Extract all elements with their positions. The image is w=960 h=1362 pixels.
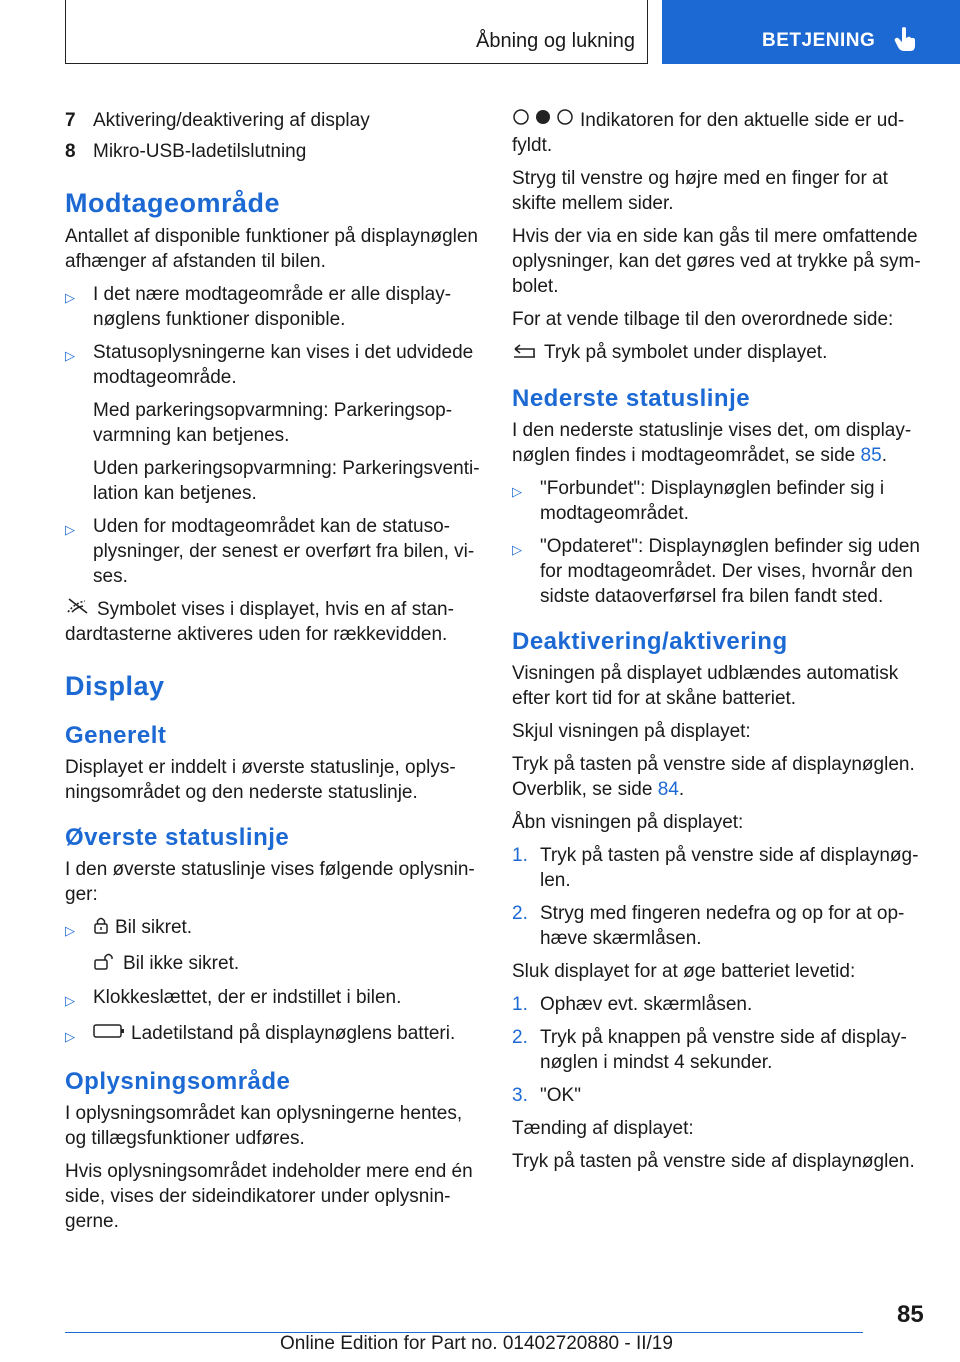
ordered-item [512,1025,932,1075]
deact-text-7: Tryk på tasten på venstre side af displaynøglen. [512,1150,915,1172]
ordered-number: 1. [512,844,528,866]
triangle-bullet-icon: ▷ [65,522,75,537]
back-arrow-icon [512,341,538,366]
hand-pointer-icon [894,26,918,57]
bullet-item [65,985,480,1013]
info-text-1: I oplysningsområdet kan oplysningerne hentes, og tillægsfunktioner udføres. [65,1102,463,1149]
bullet-item [65,1021,480,1049]
ordered-number: 3. [512,1084,528,1106]
triangle-bullet-icon: ▷ [65,992,75,1008]
section-title: Åbning og lukning [475,30,635,52]
bottom-text: I den nederste statuslinje vises det, om display-nøglen findes i modtageområdet, se side [512,419,912,466]
ordered-text: Tryk på knappen på venstre side af display-nøglen i mindst 4 sekunder. [540,1026,907,1073]
deact-text-3b: . [678,778,685,800]
no-signal-icon [65,597,91,622]
item-text: Aktivering/deaktivering af display [93,110,370,131]
bullet-text: Ladetilstand på displaynøglens batteri. [131,1022,456,1044]
bullet-text: Klokkeslættet, der er indstillet i bilen. [93,986,402,1008]
symbol-note [65,597,480,647]
list-item [65,108,480,133]
symbol-note-text: Symbolet vises i displayet, hvis en af stan-dardtasterne aktiveres uden for rækkevidden. [65,599,454,646]
general-text: Displayet er inddelt i øverste statuslinje, oplys-ningsområdet og den nederste statuslinje. [65,757,456,804]
ordered-text: Ophæv evt. skærmlåsen. [540,993,753,1015]
bullet-item [512,534,932,609]
heading-general: Generelt [65,722,167,750]
back-symbol-text: Tryk på symbolet under displayet. [544,342,828,364]
heading-display: Display [65,671,165,702]
triangle-bullet-icon: ▷ [512,483,522,499]
ordered-item [512,901,932,951]
bullet-text: Statusoplysningerne kan vises i det udvidede modtageområde. [93,342,474,388]
page-link-85[interactable]: 85 [860,444,882,466]
bullet-text: Bil sikret. [115,917,193,939]
heading-deactivation: Deaktivering/aktivering [512,627,788,655]
ordered-text: Tryk på tasten på venstre side af displaynøg-len. [540,844,919,891]
list-item [65,139,480,164]
deact-text-6: Tænding af displayet: [512,1117,694,1139]
indicator-paragraph [512,108,932,158]
bullet-sub-text: Med parkeringsopvarmning: Parkeringsop-varmning kan betjenes. [93,400,453,446]
chapter-tab[interactable] [662,0,960,64]
triangle-bullet-icon: ▷ [512,541,522,557]
bullet-text: "Forbundet": Displaynøglen befinder sig i modtageområdet. [540,477,885,524]
back-symbol-paragraph [512,340,932,365]
deact-text-3a: Tryk på tasten på venstre side af displaynøglen. Overblik, se side [512,753,915,800]
info-text-2: Hvis oplysningsområdet indeholder mere end én side, vises der sideindikatorer under oplysnin-gerne. [65,1160,473,1232]
battery-icon [93,1021,125,1046]
item-number: 7 [65,110,76,131]
triangle-bullet-icon: ▷ [65,348,75,363]
top-statusline-text: I den øverste statuslinje vises følgende oplysnin-ger: [65,859,475,906]
bullet-item [65,514,480,589]
bullet-text: Uden for modtageområdet kan de statuso-plysninger, der senest er overført fra bilen, vi-ses. [93,516,475,587]
bullet-item [65,282,480,332]
swipe-text: Stryg til venstre og højre med en finger for at skifte mellem sider. [512,168,888,215]
triangle-bullet-icon: ▷ [65,923,75,939]
lock-open-icon [93,952,117,977]
indicator-text: Indikatoren for den aktuelle side er ud-fyldt. [512,110,905,157]
bottom-text-end: . [881,444,887,466]
ordered-item [512,843,932,893]
bullet-item [65,340,480,390]
ordered-number: 2. [512,1026,528,1048]
heading-bottom-statusline: Nederste statuslinje [512,384,751,412]
deact-text-1: Visningen på displayet udblændes automatisk efter kort tid for at skåne batteriet. [512,662,899,709]
triangle-bullet-icon: ▷ [65,1028,75,1044]
ordered-text: Stryg med fingeren nedefra og op for at op-hæve skærmlåsen. [540,902,905,949]
bullet-item [512,476,932,526]
deact-text-2: Skjul visningen på displayet: [512,720,751,742]
chapter-title: BETJENING [762,30,876,51]
bullet-text: I det nære modtageområde er alle display-nøglens funktioner disponible. [93,284,452,330]
bullet-content [93,915,480,943]
heading-reception: Modtageområde [65,188,281,218]
ordered-item [512,1083,932,1108]
right-column [512,108,932,1182]
deact-text-4: Åbn visningen på displayet: [512,811,744,833]
bottom-statusline-text [512,418,932,468]
bullet-text: "Opdateret": Displaynøglen befinder sig uden for modtageområdet. Der vises, hvornår den sidste dataoverførsel fra bilen fandt sted. [540,535,920,607]
heading-info-area: Oplysningsområde [65,1067,291,1095]
bullet-sub-text: Bil ikke sikret. [123,953,240,975]
deact-text-5: Sluk displayet for at øge batteriet levetid: [512,960,856,982]
heading-top-statusline: Øverste statuslinje [65,824,290,852]
item-text: Mikro-USB-ladetilslutning [93,141,307,162]
ordered-item [512,992,932,1017]
bullet-sub-text: Uden parkeringsopvarmning: Parkeringsventi-lation kan betjenes. [93,458,480,504]
ordered-number: 2. [512,902,528,924]
ordered-text: "OK" [540,1084,581,1106]
left-column [65,108,480,1242]
bullet-sub-item [93,951,480,976]
item-number: 8 [65,141,76,162]
header-section-box [65,0,648,64]
triangle-bullet-icon: ▷ [65,290,75,305]
footer-edition: Online Edition for Part no. 01402720880 - II/19 [280,1333,673,1354]
page-link-84[interactable]: 84 [657,778,679,800]
page-number: 85 [897,1301,924,1328]
lock-closed-icon [93,916,109,941]
reception-intro: Antallet af disponible funktioner på displaynøglen afhænger af afstanden til bilen. [65,226,478,272]
page-indicator-dots-icon [512,108,574,133]
back-text: For at vende tilbage til den overordnede side: [512,309,894,331]
deact-text-3 [512,752,932,802]
more-text: Hvis der via en side kan gås til mere omfattende oplysninger, kan det gøres ved at trykke på sym-bolet. [512,226,921,298]
bullet-content [93,1021,480,1049]
ordered-number: 1. [512,993,528,1015]
bullet-item [65,915,480,943]
